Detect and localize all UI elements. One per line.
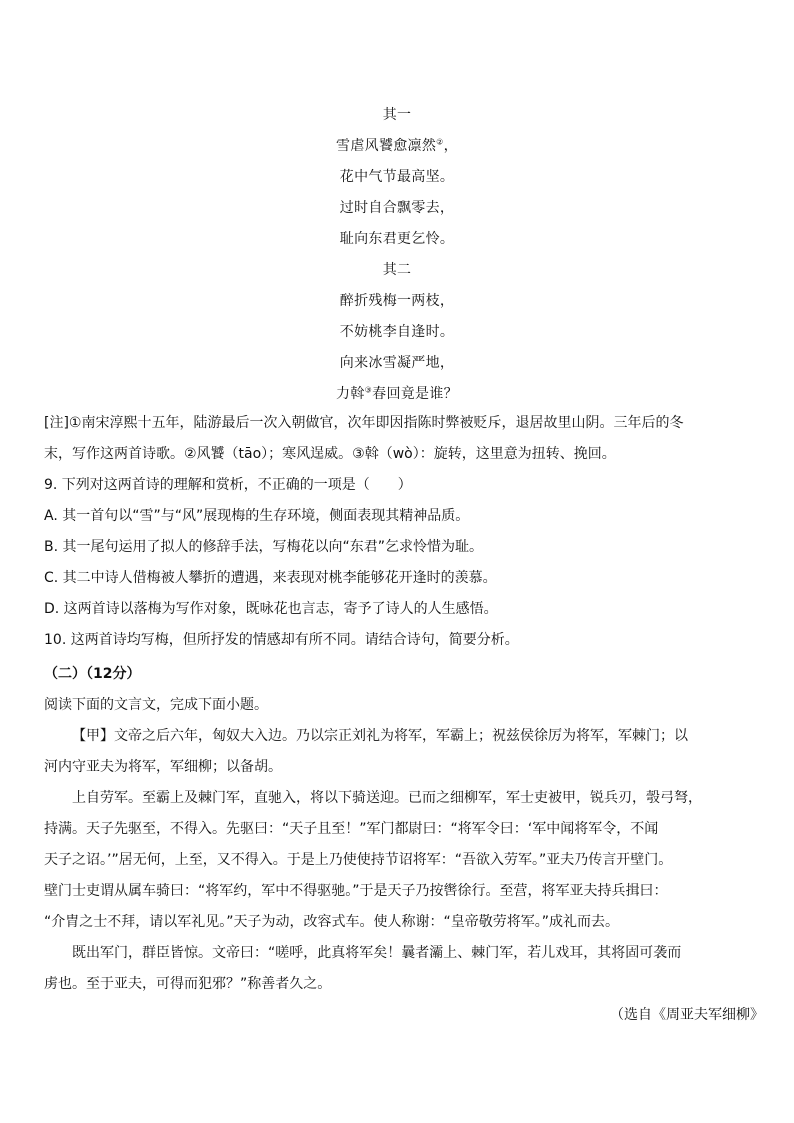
question-10: 10. 这两首诗均写梅，但所抒发的情感却有所不同。请结合诗句，简要分析。 bbox=[44, 632, 519, 648]
passage-line: 上自劳军。至霸上及棘门军，直驰入，将以下骑送迎。已而之细柳军，军士吏被甲，锐兵刃，彀弓弩， bbox=[72, 790, 702, 806]
source-citation: （选自《周亚夫军细柳》 bbox=[610, 1007, 764, 1023]
notes-block bbox=[44, 408, 764, 470]
poem-line: 不妨桃李自逢时。 bbox=[339, 324, 455, 340]
note-line: [注]①南宋淳熙十五年，陆游最后一次入朝做官，次年即因指陈时弊被贬斥，退居故里山阴。三年后的冬 bbox=[44, 415, 684, 431]
footnote-ref: ② bbox=[436, 137, 444, 147]
option-b: B. 其一尾句运用了拟人的修辞手法，写梅花以向“东君”乞求怜惜为耻。 bbox=[44, 539, 484, 555]
passage-line: 壁门士吏谓从属车骑曰：“将军约，军中不得驱驰。”于是天子乃按辔徐行。至营，将军亚夫持兵揖曰： bbox=[44, 883, 668, 899]
poem-line-punct: ， bbox=[443, 138, 458, 154]
passage-line: 既出军门，群臣皆惊。文帝曰：“嗟呼，此真将军矣！曩者灞上、棘门军，若儿戏耳，其将固可袭而 bbox=[72, 945, 682, 961]
questions-block bbox=[44, 470, 764, 656]
passage-line: 虏也。至于亚夫，可得而犯邪？”称善者久之。 bbox=[44, 976, 332, 992]
option-c: C. 其二中诗人借梅被人攀折的遭遇，来表现对桃李能够花开逢时的羡慕。 bbox=[44, 570, 497, 586]
note-line: 末，写作这两首诗歌。②风饕（tāo）；寒风逞威。③斡（wò）：旋转，这里意为扭转、挽回。 bbox=[44, 446, 616, 462]
poem-line-text: 雪虐风饕愈凛然 bbox=[336, 138, 437, 154]
option-d: D. 这两首诗以落梅为写作对象，既咏花也言志，寄予了诗人的人生感悟。 bbox=[44, 601, 498, 617]
passage-line: 持满。天子先驱至，不得入。先驱曰：“天子且至！”军门都尉曰：“将军令曰：‘军中闻将军令，不闻 bbox=[44, 821, 659, 837]
option-a: A. 其一首句以“雪”与“风”展现梅的生存环境，侧面表现其精神品质。 bbox=[44, 508, 470, 524]
poem-line: 过时自合飘零去， bbox=[339, 200, 455, 216]
classical-section bbox=[44, 659, 764, 1031]
poem-line: 花中气节最高坚。 bbox=[339, 169, 455, 185]
poem-line-text: 力斡 bbox=[336, 386, 365, 402]
poem-line: 耻向东君更乞怜。 bbox=[339, 231, 455, 247]
poem-block bbox=[0, 100, 794, 410]
poem-line: 向来冰雪凝严地， bbox=[339, 355, 455, 371]
poem-line bbox=[0, 379, 794, 410]
footnote-ref: ③ bbox=[364, 385, 373, 395]
passage-line: 河内守亚夫为将军，军细柳；以备胡。 bbox=[44, 759, 282, 775]
section-heading: （二）（12分） bbox=[44, 666, 141, 682]
poem-line bbox=[0, 131, 794, 162]
poem-line: 醉折残梅一两枝， bbox=[339, 293, 455, 309]
passage-line: “介胄之士不拜，请以军礼见。”天子为动，改容式车。使人称谢：“皇帝敬劳将军。”成礼而去。 bbox=[44, 914, 620, 930]
question-9: 9. 下列对这两首诗的理解和赏析，不正确的一项是（ ） bbox=[44, 477, 412, 493]
poem-line-text: 春回竟是谁？ bbox=[372, 386, 458, 402]
poem-part2-title: 其二 bbox=[382, 262, 412, 278]
passage-line: 天子之诏。’”居无何，上至，又不得入。于是上乃使使持节诏将军：“吾欲入劳军。”亚夫乃传言开壁门。 bbox=[44, 852, 673, 868]
passage-line: 【甲】文帝之后六年，匈奴大入边。乃以宗正刘礼为将军，军霸上；祝兹侯徐厉为将军，军棘门；以 bbox=[72, 728, 688, 744]
section-instruction: 阅读下面的文言文，完成下面小题。 bbox=[44, 697, 268, 713]
poem-part1-title: 其一 bbox=[382, 107, 412, 123]
